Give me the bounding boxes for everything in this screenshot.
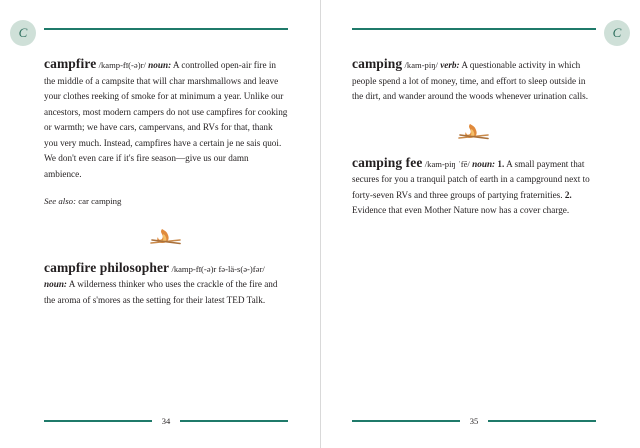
- part-of-speech: noun:: [472, 158, 496, 169]
- part-of-speech: verb:: [440, 60, 460, 70]
- entry-campfire: [44, 56, 288, 210]
- footer-rule-left: [44, 420, 152, 422]
- headword: campfire philosopher: [44, 259, 170, 275]
- headword: campfire: [44, 56, 97, 71]
- see-also: [44, 194, 288, 210]
- sense-number-1: 1.: [497, 158, 505, 169]
- definition-text: A wilderness thinker who uses the crackle of the fire and the aroma of s'mores as the setting for their latest TED Talk.: [44, 279, 278, 305]
- right-page: [320, 0, 640, 448]
- footer-rule-right: [352, 420, 460, 422]
- pronunciation: /kamp-fī(-ə)r/: [98, 60, 146, 70]
- right-column: [352, 56, 596, 219]
- top-rule-right: [352, 28, 596, 30]
- pronunciation: /kamp-fī(-ə)r fə-lä-s(ə-)fər/: [171, 263, 265, 274]
- left-column: [44, 56, 288, 308]
- sense-number-2: 2.: [564, 189, 572, 200]
- footer-rule-right-2: [488, 420, 596, 422]
- see-also-target: car camping: [78, 196, 122, 206]
- entry-campfire-philosopher: [44, 260, 288, 309]
- definition-text: A controlled open-air fire in the middle of a campsite that will char marshmallows and leave your clothes reeking of smoke for at minimum a year. Unlike our ancestors, most modern campers do not use campfires for cooking or warmth; we have cars, campervans, and RVs for that, thank you very much. Instead, campfires have a certain je ne sais quoi. We don't even care if it's fire season—give us our damn ambience.: [44, 60, 288, 179]
- pronunciation: /kam-piŋ/: [404, 60, 438, 70]
- sense-text-1: A small payment that secures for you a tranquil patch of earth in a campground next to forty-seven RVs and three groups of partying fraternities.: [352, 158, 590, 200]
- footer-rule-left-2: [180, 420, 288, 422]
- part-of-speech: noun:: [44, 279, 67, 289]
- page-number-right: 35: [469, 416, 479, 426]
- top-rule-left: [44, 28, 288, 30]
- headword: camping: [352, 56, 403, 71]
- campfire-ornament-right: [352, 121, 596, 141]
- entry-camping-fee: [352, 155, 596, 219]
- campfire-ornament-left: [44, 226, 288, 246]
- corner-letter-badge-left: C: [10, 20, 36, 46]
- part-of-speech: noun:: [148, 60, 172, 70]
- entry-camping: [352, 56, 596, 105]
- corner-letter-badge-right: C: [604, 20, 630, 46]
- sense-text-2: Evidence that even Mother Nature now has a cover charge.: [352, 205, 570, 215]
- page-number-left: 34: [161, 416, 171, 426]
- definition-text: A questionable activity in which people spend a lot of money, time, and effort to sleep outside in the dirt, and wander around the woods whenever urination calls.: [352, 60, 588, 101]
- footer-right: [352, 416, 596, 426]
- footer-left: [44, 416, 288, 426]
- pronunciation: /kam-piŋ ˈfē/: [424, 158, 470, 169]
- see-also-label: See also:: [44, 196, 77, 206]
- headword: camping fee: [352, 154, 423, 170]
